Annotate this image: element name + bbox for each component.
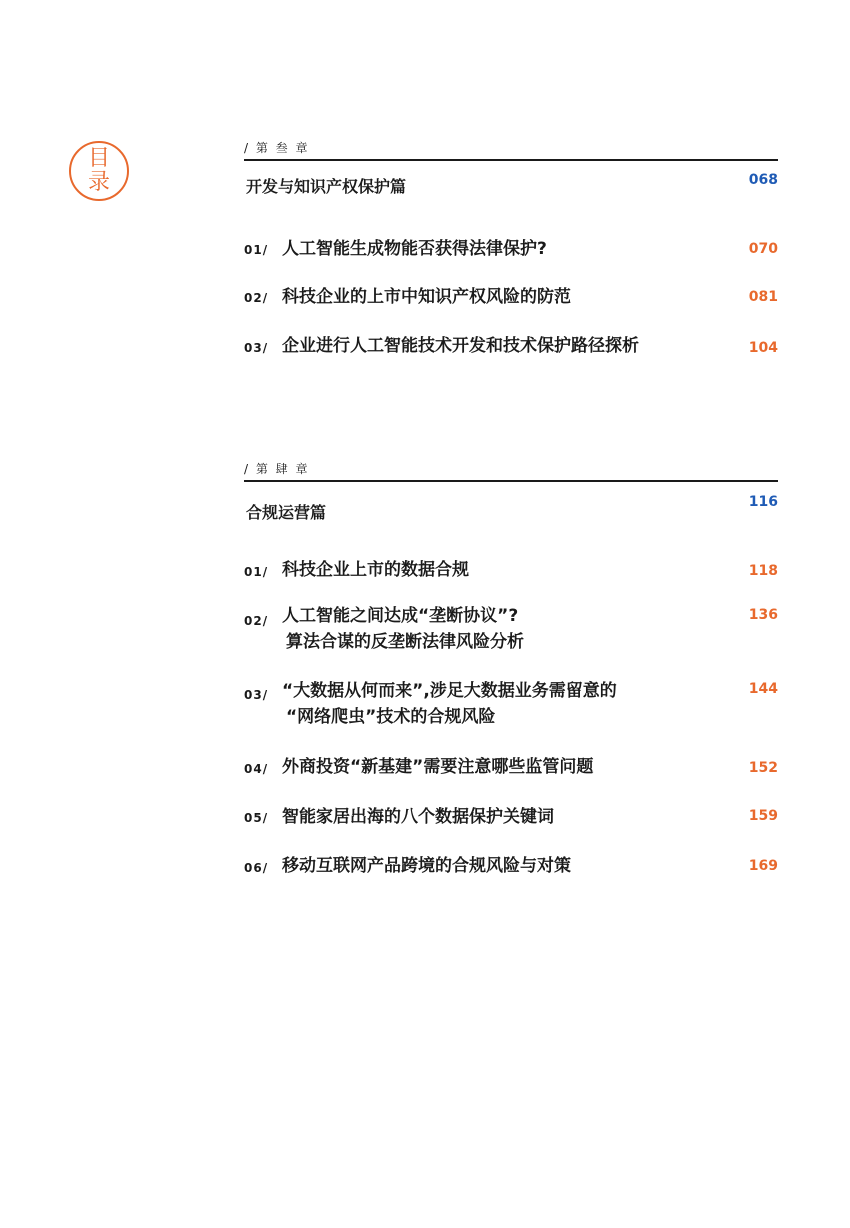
entry-page-number: 136	[748, 607, 778, 623]
entry-title: 企业进行人工智能技术开发和技术保护路径探析	[282, 336, 639, 356]
entry-title-line-2: 算法合谋的反垄断法律风险分析	[286, 632, 524, 652]
entry-number: 03/	[244, 341, 269, 355]
part-heading[interactable]	[244, 494, 778, 522]
entry-page-number: 081	[748, 289, 778, 305]
entry-number: 06/	[244, 861, 269, 875]
entry-number: 04/	[244, 762, 269, 776]
entry-page-number: 144	[748, 681, 778, 697]
entry-title: 外商投资“新基建”需要注意哪些监管问题	[282, 757, 594, 777]
badge-char-2: 录	[87, 170, 110, 195]
part-title: 合规运营篇	[246, 503, 327, 522]
chapter-divider	[244, 159, 778, 161]
part-page-number: 068	[748, 172, 778, 188]
part-title: 开发与知识产权保护篇	[246, 177, 407, 196]
badge-char-1: 目	[87, 146, 110, 171]
entry-number: 03/	[244, 688, 269, 702]
chapter-label: / 第 叁 章	[244, 141, 310, 155]
entry-number: 02/	[244, 614, 269, 628]
entry-page-number: 070	[748, 241, 778, 257]
toc-badge	[69, 141, 129, 201]
entry-page-number: 152	[748, 760, 778, 776]
chapter-divider	[244, 480, 778, 482]
entry-number: 02/	[244, 291, 269, 305]
entry-page-number: 169	[748, 858, 778, 874]
entry-title: 移动互联网产品跨境的合规风险与对策	[282, 856, 571, 876]
entry-title: 科技企业上市的数据合规	[282, 560, 469, 580]
entry-title: 人工智能生成物能否获得法律保护?	[282, 239, 547, 259]
part-heading[interactable]	[244, 174, 778, 198]
chapter-label: / 第 肆 章	[244, 462, 310, 476]
entry-page-number: 159	[748, 808, 778, 824]
entry-number: 01/	[244, 565, 269, 579]
entry-page-number: 118	[748, 563, 778, 579]
entry-title: 科技企业的上市中知识产权风险的防范	[282, 287, 571, 307]
entry-title-line-1: “大数据从何而来”,涉足大数据业务需留意的	[282, 681, 617, 701]
entry-title: 智能家居出海的八个数据保护关键词	[282, 807, 554, 827]
entry-title	[282, 678, 617, 730]
entry-title-line-2: “网络爬虫”技术的合规风险	[286, 707, 496, 727]
part-page-number: 116	[748, 494, 778, 510]
entry-title-line-1: 人工智能之间达成“垄断协议”?	[282, 606, 519, 626]
entry-page-number: 104	[748, 340, 778, 356]
chapter-4-section	[244, 460, 778, 522]
entry-title	[282, 603, 524, 655]
entry-number: 01/	[244, 243, 269, 257]
entry-number: 05/	[244, 811, 269, 825]
chapter-3-section	[244, 139, 778, 198]
